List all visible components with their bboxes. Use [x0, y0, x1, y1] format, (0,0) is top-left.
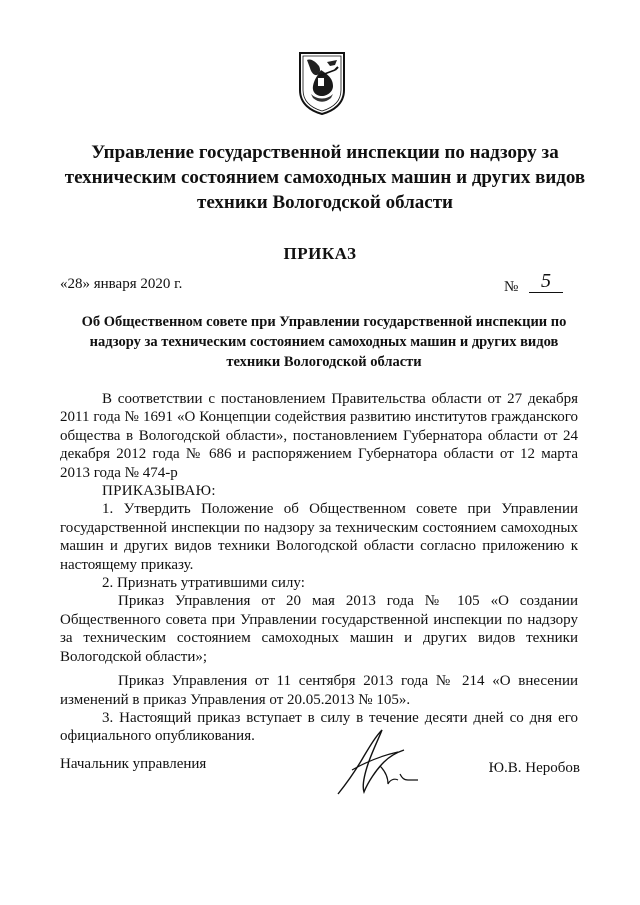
signature-block	[60, 748, 580, 808]
item-2-paragraph: 2. Признать утратившими силу:	[102, 575, 305, 592]
order-subject: Об Общественном совете при Управлении государственной инспекции по надзору за техническим состоянием самоходных машин и других видов техники Вологодской области	[81, 314, 567, 370]
handwritten-signature	[318, 726, 438, 798]
order-date: «28» января 2020 г.	[60, 276, 183, 292]
item-3-paragraph: 3. Настоящий приказ вступает в силу в течение десяти дней со дня его официального опубликования.	[60, 709, 578, 745]
order-number: 5	[529, 270, 563, 293]
item-1-paragraph: 1. Утвердить Положение об Общественном совете при Управлении государственной инспекции по надзору за техническим состоянием самоходных машин и других видов техники Вологодской области согласно приложению к настоящему приказу.	[60, 501, 578, 573]
preamble-paragraph: В соответствии с постановлением Правительства области от 27 декабря 2011 года № 1691 «О Концепции содействия развитию институтов гражданского общества в Вологодской области», постановлением Губернатора области от 24 декабря 2012 года № 686 и распоряжением Губернатора области от 12 марта 2013 года № 474-р	[60, 391, 578, 481]
signatory-position: Начальник управления	[60, 756, 207, 772]
order-directive: ПРИКАЗЫВАЮ:	[102, 483, 216, 500]
item-2b-paragraph: Приказ Управления от 11 сентября 2013 года № 214 «О внесении изменений в приказ Управления от 20.05.2013 № 105».	[60, 673, 578, 708]
vologda-coat-of-arms-icon	[297, 50, 347, 116]
organization-title: Управление государственной инспекции по надзору за техническим состоянием самоходных машин и других видов техники Вологодской области	[64, 142, 586, 213]
document-type: ПРИКАЗ	[283, 244, 357, 263]
signatory-name: Ю.В. Неробов	[488, 760, 580, 776]
order-number-label: №	[504, 279, 519, 295]
order-body	[60, 390, 578, 746]
item-2a-paragraph: Приказ Управления от 20 мая 2013 года № 105 «О создании Общественного совета при Управлении государственной инспекции по надзору за техническим состоянием самоходных машин и других видов техники Вологодской области»;	[60, 593, 578, 665]
